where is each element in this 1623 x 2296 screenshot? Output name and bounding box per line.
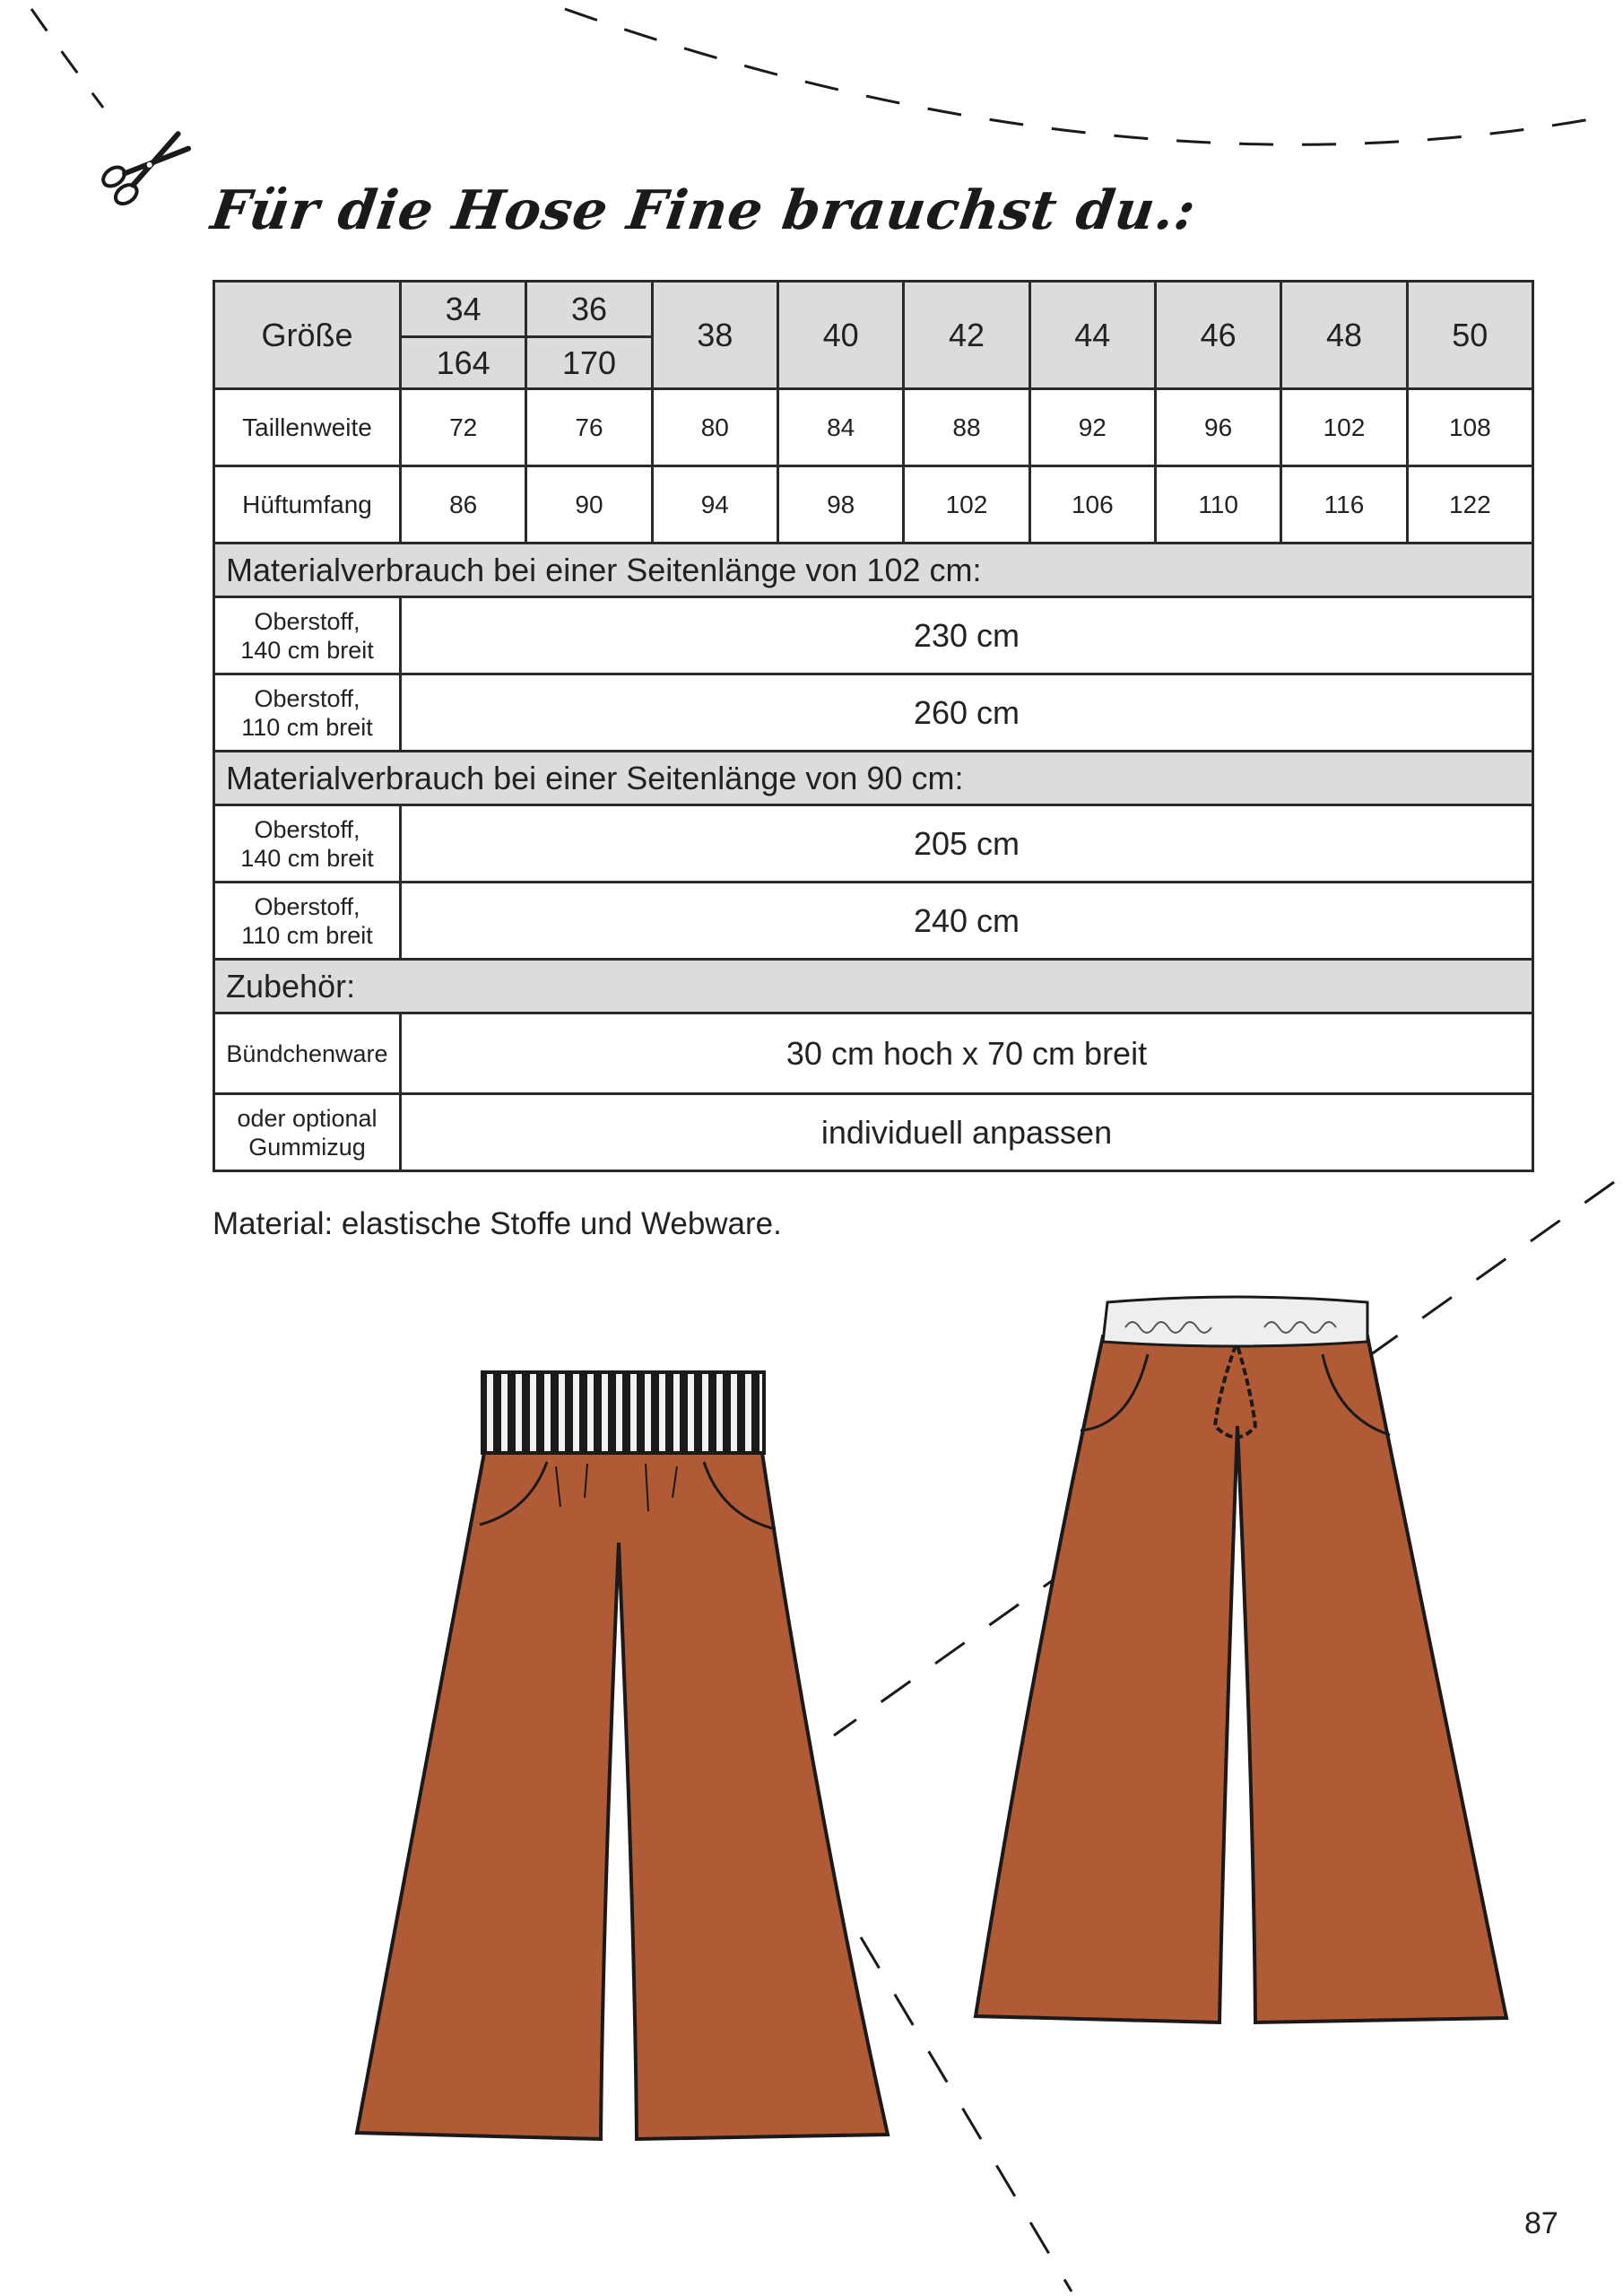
page-title: Für die Hose Fine brauchst du.: [207, 179, 1201, 242]
material-note: Material: elastische Stoffe und Webware. [213, 1206, 782, 1241]
size-label: Größe [214, 282, 401, 389]
accessory-row [214, 1013, 1533, 1094]
trouser-body [357, 1453, 888, 2139]
measure-value: 108 [1407, 389, 1532, 466]
section-heading-row [214, 544, 1533, 597]
material-value: 205 cm [401, 805, 1533, 883]
material-label [214, 597, 401, 674]
section-heading: Materialverbrauch bei einer Seitenlänge von 90 cm: [214, 752, 1533, 805]
trouser-body [976, 1336, 1506, 2022]
label-line: Oberstoff, [254, 684, 360, 712]
label-line: Gummizug [248, 1133, 366, 1161]
size-cell: 44 [1029, 282, 1155, 389]
size-cell: 46 [1155, 282, 1280, 389]
section-heading: Materialverbrauch bei einer Seitenlänge von 102 cm: [214, 544, 1533, 597]
label-line: 110 cm breit [241, 713, 373, 741]
measure-value: 96 [1155, 389, 1280, 466]
measure-value: 92 [1029, 389, 1155, 466]
label-line: Oberstoff, [254, 892, 360, 920]
label-line: Oberstoff, [254, 815, 360, 843]
size-cell: 38 [652, 282, 777, 389]
material-row [214, 805, 1533, 883]
label-line: oder optional [237, 1104, 378, 1132]
cut-line-arc [565, 9, 1605, 144]
size-cell: 36 [526, 282, 652, 337]
material-value: 230 cm [401, 597, 1533, 674]
measure-value: 110 [1155, 466, 1280, 544]
trousers-illustration-drawstring [968, 1292, 1515, 2054]
material-row [214, 883, 1533, 960]
accessory-label: Bündchenware [214, 1013, 401, 1094]
material-value: 240 cm [401, 883, 1533, 960]
accessory-row [214, 1094, 1533, 1171]
material-value: 260 cm [401, 674, 1533, 752]
section-heading: Zubehör: [214, 960, 1533, 1013]
measure-value: 88 [904, 389, 1029, 466]
page-number: 87 [1524, 2206, 1558, 2240]
material-row [214, 597, 1533, 674]
label-line: 110 cm breit [241, 921, 373, 949]
measure-value: 102 [904, 466, 1029, 544]
size-cell: 40 [777, 282, 903, 389]
measure-value: 86 [401, 466, 526, 544]
row-label: Hüftumfang [214, 466, 401, 544]
waistband [482, 1372, 764, 1453]
size-table [213, 280, 1534, 1172]
measure-value: 94 [652, 466, 777, 544]
measure-value: 102 [1281, 389, 1407, 466]
accessory-value: 30 cm hoch x 70 cm breit [401, 1013, 1533, 1094]
measure-value: 122 [1407, 466, 1532, 544]
material-row [214, 674, 1533, 752]
size-cell: 34 [401, 282, 526, 337]
section-heading-row [214, 752, 1533, 805]
size-cell-kids: 170 [526, 337, 652, 389]
measure-value: 98 [777, 466, 903, 544]
label-line: 140 cm breit [240, 844, 374, 872]
label-line: 140 cm breit [240, 636, 374, 664]
measure-value: 106 [1029, 466, 1155, 544]
material-label [214, 883, 401, 960]
measure-value: 80 [652, 389, 777, 466]
measure-value: 116 [1281, 466, 1407, 544]
measure-value: 72 [401, 389, 526, 466]
waist-row [214, 389, 1533, 466]
material-label [214, 805, 401, 883]
accessory-label [214, 1094, 401, 1171]
label-line: Oberstoff, [254, 607, 360, 635]
measure-value: 84 [777, 389, 903, 466]
accessory-value: individuell anpassen [401, 1094, 1533, 1171]
material-label [214, 674, 401, 752]
size-header-row [214, 282, 1533, 337]
cut-line-top [31, 9, 103, 108]
hip-row [214, 466, 1533, 544]
size-cell: 42 [904, 282, 1029, 389]
measure-value: 90 [526, 466, 652, 544]
measure-value: 76 [526, 389, 652, 466]
size-cell: 50 [1407, 282, 1532, 389]
scissors-icon [100, 126, 194, 207]
size-cell-kids: 164 [401, 337, 526, 389]
row-label: Taillenweite [214, 389, 401, 466]
section-heading-row [214, 960, 1533, 1013]
trousers-illustration-ribbed [350, 1363, 906, 2170]
size-cell: 48 [1281, 282, 1407, 389]
